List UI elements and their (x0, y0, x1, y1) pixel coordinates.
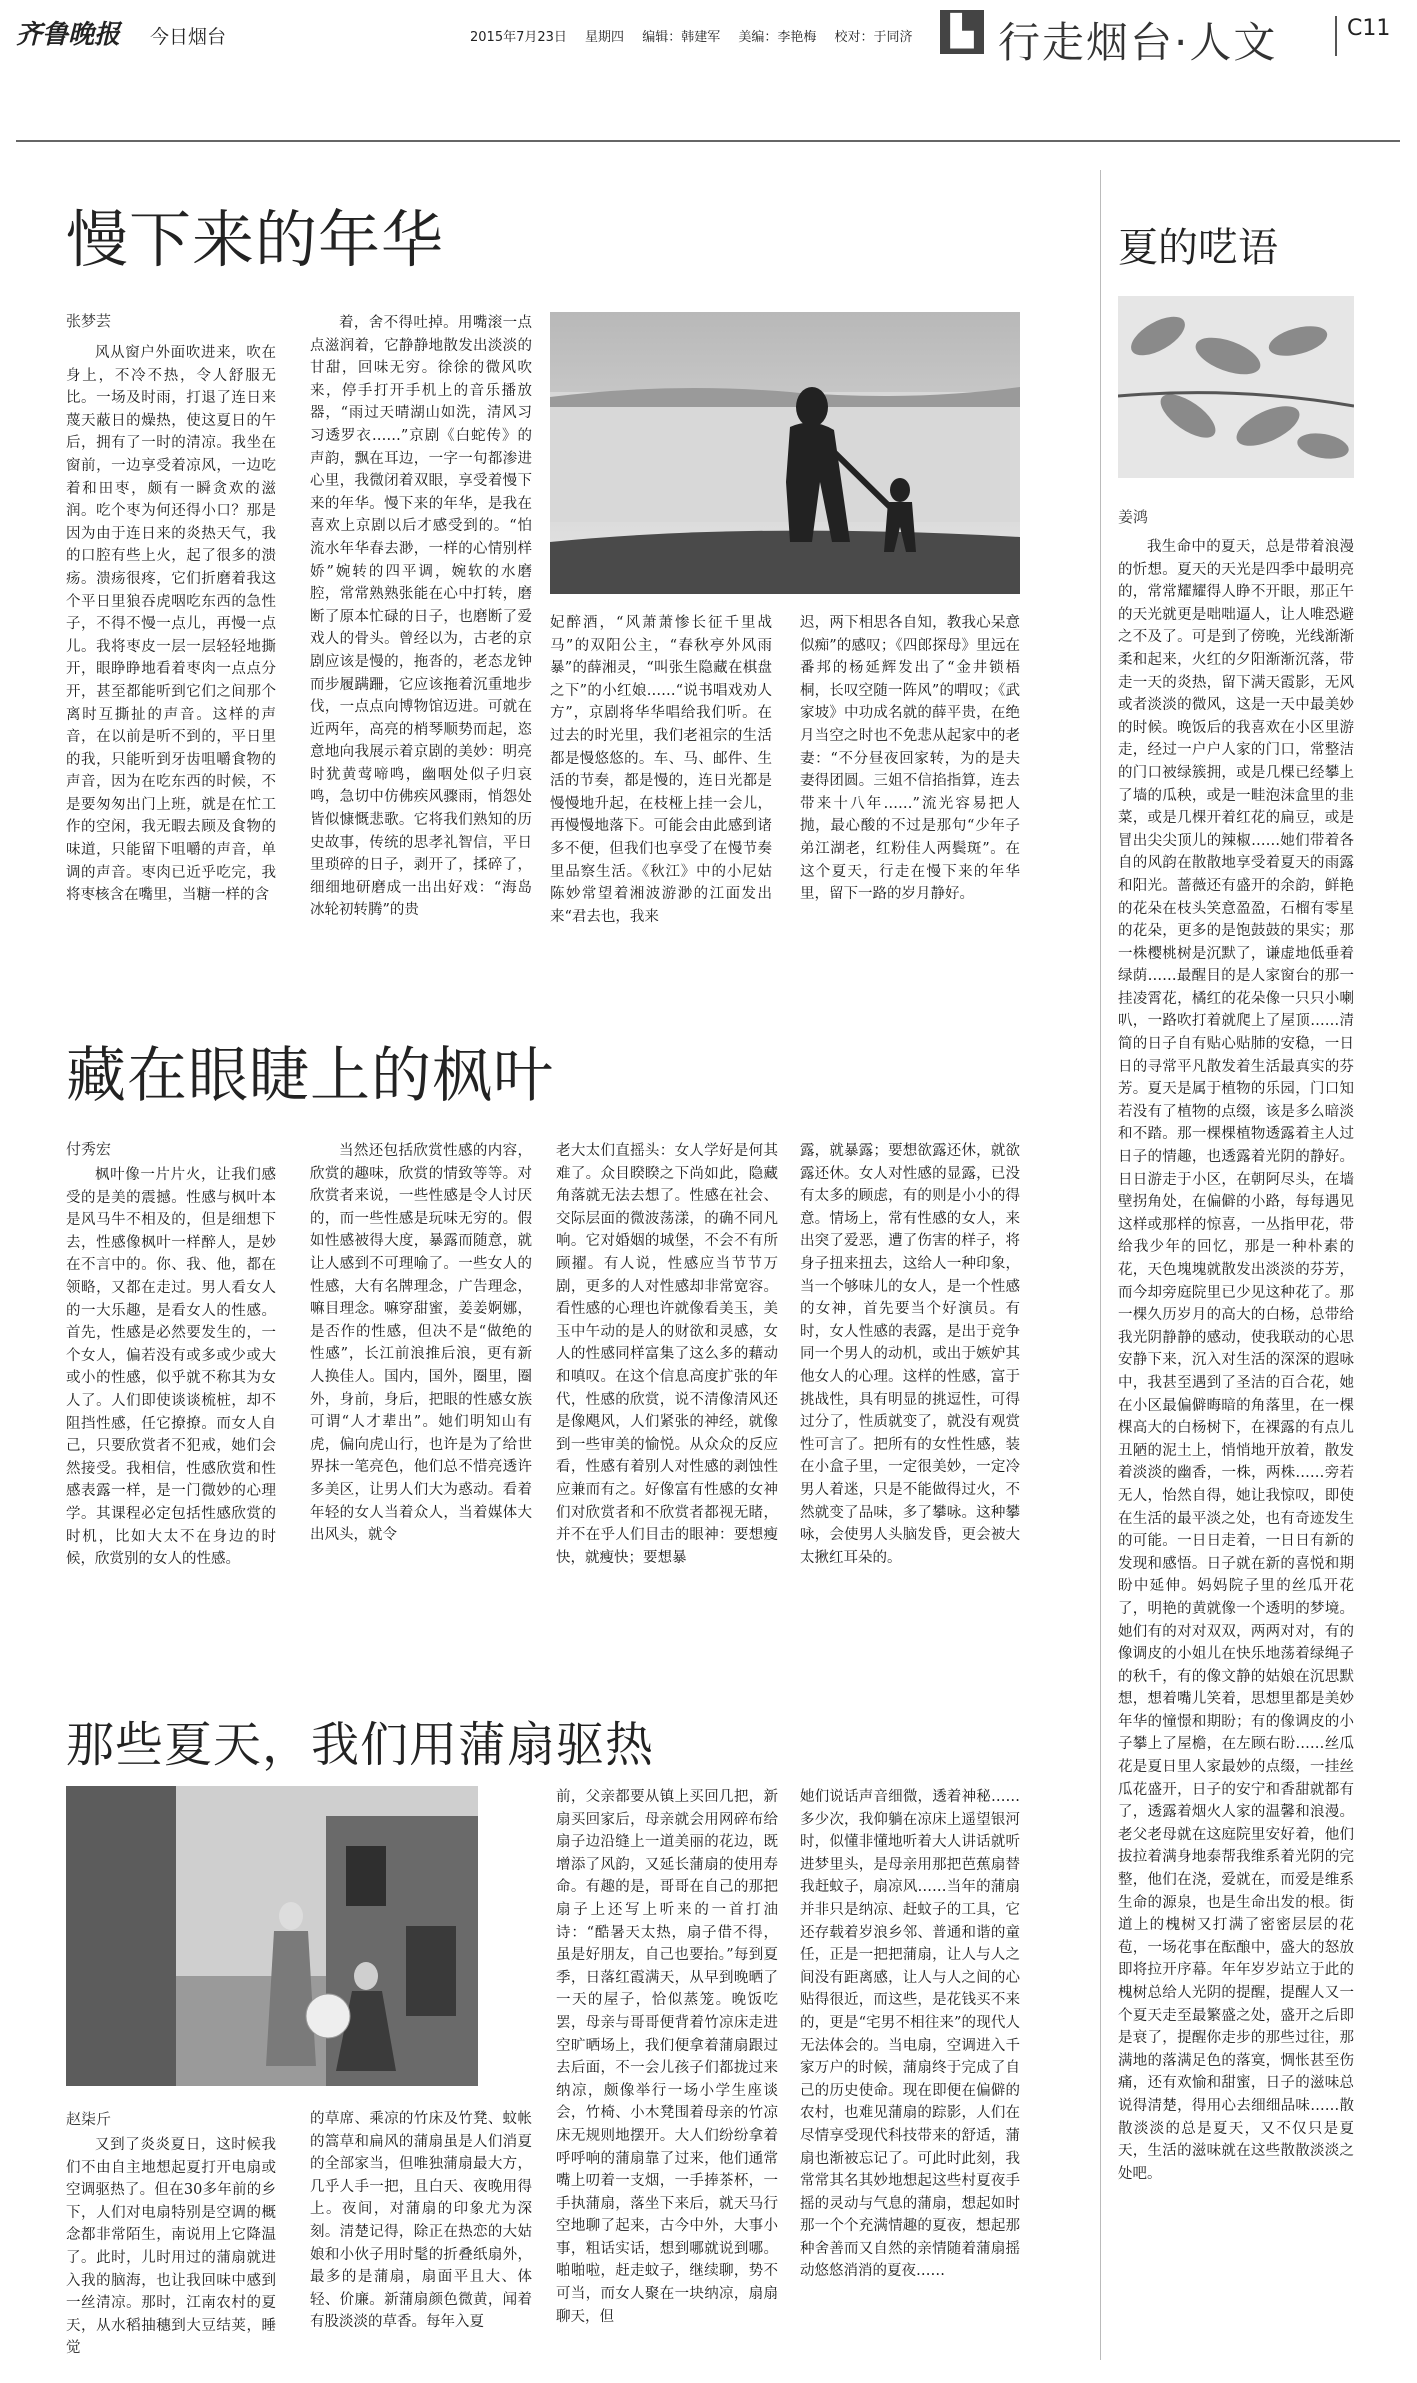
article-column: 当然还包括欣赏性感的内容，欣赏的趣味，欣赏的情致等等。对欣赏者来说，一些性感是令人讨厌的，而一些性感是玩味无穷的。假如性感被得大度，暴露而随意，就让人感到不可理喻了。一些女人的性感，大有名牌理念，广告理念，嘛目理念。嘛穿甜蜜，姜姜婀娜，是否作的性感，但决不是“做绝的性感”，长江前浪推后浪，更有新人换佳人。国内，国外，圈里，圈外，身前，身后，把眼的性感女族可谓“人才辈出”。她们明知山有虎，偏向虎山行，也许是为了给世界抹一笔亮色，他们总不惜亮透许多美区，让男人们大为惑动。看着年轻的女人当着众人，当着媒体大出风头，就令 (310, 1143, 532, 1544)
photo-elderly-women-village (66, 1786, 478, 2086)
article-column: 又到了炎炎夏日，这时候我们不由自主地想起夏打开电扇或空调驱热了。但在30多年前的乡下，人们对电扇特别是空调的概念都非常陌生，南说用上它降温了。此时，儿时用过的蒲扇就进入我的脑海，也让我回味中感到一丝清凉。那时，江南农村的夏天，从水稻抽穗到大豆结荚，睡觉 (66, 2137, 276, 2357)
article-title: 藏在眼睫上的枫叶 (66, 1041, 554, 1111)
article-author: 赵柒斤 (66, 2110, 112, 2128)
article-column: 我生命中的夏天，总是带着浪漫的忻想。夏天的天光是四季中最明亮的，常常耀耀得人睁不开眼，那正午的天光就更是咄咄逼人，让人唯恐避之不及了。可是到了傍晚，光线渐渐柔和起来，火红的夕阳渐渐沉落，带走一天的炎热，留下满天霞影，无风或者淡淡的微风，这是一天中最美妙的时候。晚饭后的我喜欢在小区里游走，经过一户户人家的门口，常整洁的门口被绿簇拥，或是几棵已经攀上了墙的瓜秧，或是一畦泡沫盒里的韭菜，或是几棵开着红花的扁豆，或是冒出尖尖顶儿的辣椒……她们带着各自的风韵在散散地享受着夏天的雨露和阳光。蔷薇还有盛开的余韵，鲜艳的花朵在枝头笑意盈盈，石榴有零星的花朵，更多的是饱鼓鼓的果实；那一株樱桃树是沉默了，谦虚地低垂着绿荫……最醒目的是人家窗台的那一挂凌霄花，橘红的花朵像一只只小喇叭，一路吹打着就爬上了屋顶……清简的日子自有贴心贴肺的安稳，一日日的寻常平凡散发着生活最真实的芬芳。夏天是属于植物的乐园，门口知若没有了植物的点缀，该是多么暗淡和不踏。那一棵棵植物透露着主人过日子的情趣，也透露着光阴的静好。日日游走于小区，在朝阿尽头，在墙壁拐角处，在偏僻的小路，每每遇见这样或那样的惊喜，一丛指甲花，带给我少年的回忆，那是一种朴素的花，天色塊塊就散发出淡淡的芬芳，而今却旁庭院里已少见这种花了。那一棵久历岁月的高大的白杨，总带给我光阴静静的感动，使我联动的心思安静下来，沉入对生活的深深的遐咏中，我甚至遇到了圣洁的百合花，她在小区最偏僻晦暗的角落里，在一棵棵高大的白杨树下，在裸露的有点儿丑陋的泥土上，悄悄地开放着，散发着淡淡的幽香，一株，两株……旁若无人，怡然自得，她让我惊叹，即使在生活的最平淡之处，也有奇迹发生的可能。一日日走着，一日日有新的发现和感悟。日子就在新的喜悦和期盼中延伸。妈妈院子里的丝瓜开花了，明艳的黄就像一个透明的梦境。她们有的对对双双，两两对对，有的像调皮的小姐儿在快乐地荡着绿绳子的秋千，有的像文静的姑娘在沉思默想，想着嘴儿笑着，思想里都是美妙年华的憧憬和期盼；有的像调皮的小子攀上了屋檐，在左顾右盼……丝瓜花是夏日里人家最妙的点缀，一挂丝瓜花盛开，日子的安宁和香甜就都有了，透露着烟火人家的温馨和浪漫。老父老母就在这庭院里安好着，他们拔拉着满身地泰帮我维系着光阴的完整，他们在浇，爱就在，而爱是维系生命的源泉，也是生命出发的根。街道上的槐树又打满了密密层层的花苞，一场花事在酝酿中，盛大的怒放即将拉开序幕。年年岁岁站立于此的槐树总给人光阴的提醒，提醒人又一个夏天走至最繁盛之处，盛开之后即是衰了，提醒你走步的那些过往，那满地的落满足色的落寞，惆怅甚至伤痛，还有欢愉和甜蜜，日子的滋味总说得清楚，得用心去细细品味……散散淡淡的总是夏天，又不仅只是夏天，生活的滋味就在这些散散淡淡之处吧。 (1118, 539, 1354, 2182)
article-column: 前，父亲都要从镇上买回几把，新扇买回家后，母亲就会用网碎布给扇子边沿缝上一道美丽的花边，既增添了风韵，又延长蒲扇的使用寿命。有趣的是，哥哥在自己的那把扇子上还写上听来的一首打油诗：“酷暑天太热，扇子借不得，虽是好朋友，自己也要抬。”每到夏季，日落红霞满天，从早到晚晒了一天的屋子，恰似蒸笼。晚饭吃罢，母亲与哥哥便背着竹凉床走进空旷晒场上，我们便拿着蒲扇跟过去后面，不一会儿孩子们都拢过来纳凉，颇像举行一场小学生座谈会，竹椅、小木凳围着母亲的竹凉床无规则地摆开。大人们纷纷拿着呼呼响的蒲扇靠了过来，他们通常嘴上叨着一支烟，一手捧茶杯，一手执蒲扇，落坐下来后，就天马行空地聊了起来，古今中外，大事小事，粗话实话，想到哪就说到哪。啪啪啦，赶走蚊子，继续聊，势不可当，而女人聚在一块纳凉，扇扇聊天，但 (556, 1789, 778, 2325)
article-title: 那些夏天，我们用蒲扇驱热 (66, 1717, 655, 1773)
article-column: 妃醉酒，“风萧萧惨长征千里战马”的双阳公主，“春秋亭外风雨暴”的薛湘灵，“叫张生隐藏在棋盘之下”的小红娘……“说书唱戏劝人方”，京剧将华华唱给我们听。在过去的时光里，我们老祖宗的生活都是慢悠悠的。车、马、邮件、生活的节奏，都是慢的，连日光都是慢慢地升起，在枝桠上挂一会儿，再慢慢地落下。可能会由此感到诸多不便，但我们也享受了在慢节奏里品察生活。《秋江》中的小尼姑陈妙常望着湘波游渺的江面发出来“君去也，我来 (550, 615, 772, 925)
article-author: 付秀宏 (66, 1140, 112, 1158)
section-name: 今日烟台 (150, 26, 227, 48)
article-column: 迟，两下相思各自知，教我心呆意似痴”的感叹；《四郎探母》里远在番邦的杨延辉发出了“金井锁梧桐，长叹空随一阵风”的喟叹；《武家坡》中功成名就的薛平贵，在绝月当空之时也不免悲从起家中的老妻：“不分昼夜回家转，为的是夫妻得团圆。三姐不信掐指算，连去带来十八年……”流光容易把人抛，最心酸的不过是那句“少年子弟江湖老，红粉佳人两鬓斑”。在这个夏天，行走在慢下来的年华里，留下一路的岁月静好。 (800, 615, 1020, 903)
page-number: C11 (1335, 16, 1390, 56)
masthead-logo: 齐鲁晚报 (16, 20, 121, 50)
article-column: 枫叶像一片片火，让我们感受的是美的震撼。性感与枫叶本是风马牛不相及的，但是细想下去，性感像枫叶一样醉人，是妙在不言中的。你、我、他，都在领略，又都在走过。男人看女人的一大乐趣，是看女人的性感。首先，性感是必然要发生的，一个女人，偏若没有或多或少或大或小的性感，似乎就不称其为女人了。人们即使谈谈梳桩，却不阻挡性感，任它撩撩。而女人自己，只要欣赏者不犯戒，她们会然接受。我相信，性感欣赏和性感表露一样，是一门微妙的心理学。其课程必定包括性感欣赏的时机，比如大太不在身边的时候，欣赏别的女人的性感。 (66, 1167, 276, 1568)
section-topic: 行走烟台·人文 (998, 18, 1278, 67)
article-title: 慢下来的年华 (66, 203, 445, 276)
article-title: 夏的呓语 (1118, 225, 1278, 271)
article-author: 姜鸿 (1118, 508, 1149, 526)
issue-weekday: 星期四 (585, 30, 625, 45)
article-author: 张梦芸 (66, 312, 112, 330)
article-column: 她们说话声音细微，透着神秘……多少次，我仰躺在凉床上遥望银河时，似懂非懂地听着大人讲话就听进梦里头，是母亲用那把芭蕉扇替我赶蚊子，扇凉风……当年的蒲扇并非只是纳凉、赶蚊子的工具，它还存载着岁浪乡邻、普通和谐的童任，正是一把把蒲扇，让人与人之间没有距离感，让人与人之间的心贴得很近，而这些，是花钱买不来的，更是“宅男不相往来”的现代人无法体会的。当电扇，空调进入千家万户的时候，蒲扇终于完成了自己的历史使命。现在即便在偏僻的农村，也难见蒲扇的踪影，人们在尽情享受现代科技带来的舒适，蒲扇也渐被忘记了。可此时此刻，我常常其名其妙地想起这些村夏夜手摇的灵动与气息的蒲扇，想起如时那一个个充满情趣的夏夜，想起那种舍善而又自然的亲情随着蒲扇摇动悠悠消消的夏夜…… (800, 1789, 1020, 2280)
photo-parent-child-lakeside (550, 312, 1020, 594)
article-column: 露，就暴露；要想欲露还休，就欲露还休。女人对性感的显露，已没有太多的顾虑，有的则是小小的得意。情场上，常有性感的女人，来出突了爱恶，遭了伤害的样子，将身子扭来扭去，这给人一种印象，当一个够味儿的女人，是一个性感的女神，首先要当个好演员。有时，女人性感的表露，是出于竞争同一个男人的动机，或出于嫉妒其他女人的心理。这样的性感，富于挑战性，具有明显的挑逗性，可得过分了，性质就变了，就没有观赏性可言了。把所有的女性性感，装在小盒子里，一定很美妙，一定冷男人着迷，只是不能做得过火，不然就变了品味，多了攀咏。这种攀咏，会使男人头脑发昏，更会被大太揪红耳朵的。 (800, 1143, 1020, 1566)
editor-credit: 编辑：韩建军 (642, 30, 721, 45)
article-column: 风从窗户外面吹进来，吹在身上，不冷不热，令人舒服无比。一场及时雨，打退了连日来蔑天蔽日的燥热，使这夏日的午后，拥有了一时的清凉。我坐在窗前，一边享受着凉风，一边吃着和田枣，颇有一瞬贪欢的滋润。吃个枣为何还得小口？那是因为由于连日来的炎热天气，我的口腔有些上火，起了很多的溃疡。溃疡很疼，它们折磨着我这个平日里狼吞虎咽吃东西的急性子，不得不慢一点儿，再慢一点儿。我将枣皮一层一层轻轻地撕开，眼睁睁地看着枣肉一点点分开，甚至都能听到它们之间那个离时互撕扯的声音。这样的声音，在以前是听不到的，平日里的我，只能听到牙齿咀嚼食物的声音，因为在吃东西的时候，不是要匆匆出门上班，就是在忙工作的空闲，我无暇去顾及食物的味道，只能留下咀嚼的声音，单调的声音。枣肉已近乎吃完，我将枣核含在嘴里，当糖一样的含 (66, 345, 276, 904)
article-column: 的草席、乘凉的竹床及竹凳、蚊帐的篙草和扁风的蒲扇虽是人们消夏的全部家当，但唯独蒲扇最大方，几乎人手一把，且白天、夜晚用得上。夜间，对蒲扇的印象尤为深刻。清楚记得，除正在热恋的大姑娘和小伙子用时髦的折叠纸扇外，最多的是蒲扇，扇面平且大、体轻、价廉。新蒲扇颜色微黄，闻着有股淡淡的草香。每年入夏 (310, 2111, 532, 2331)
page-header (0, 0, 1417, 72)
section-badge-icon: ▙ (940, 10, 984, 54)
article-column: 着，舍不得吐掉。用嘴滚一点点滋润着，它静静地散发出淡淡的甘甜，回味无穷。徐徐的微风吹来，停手打开手机上的音乐播放器，“雨过天晴湖山如洗，清风习习透罗衣……”京剧《白蛇传》的声韵，飘在耳边，一字一句都渗进心里，我微闭着双眼，享受着慢下来的年华。慢下来的年华，是我在喜欢上京剧以后才感受到的。“怕流水年华春去渺，一样的心情别样娇”婉转的四平调，婉软的水磨腔，常常熟熟张能在心中打转，磨断了原本忙碌的日子，也磨断了爱戏人的骨头。曾经以为，古老的京剧应该是慢的，拖沓的，老态龙钟而步履蹒跚，它应该拖着沉重地步伐，一点点向博物馆迈进。可就在近两年，高亮的梢琴顺势而起，恣意地向我展示着京剧的美妙：明亮时犹黄莺啼鸣，幽咽处似子归哀鸣，急切中仿佛疾风骤雨，悄怨处皆似慷慨悲歌。它将我们熟知的历史故事，传统的思孝礼智信，平日里琐碎的日子，剥开了，揉碎了，细细地研磨成一出出好戏：“海岛冰轮初转腾”的贵 (310, 315, 532, 919)
issue-date: 2015年7月23日 (470, 30, 567, 45)
header-divider (16, 140, 1400, 142)
issue-meta (470, 26, 927, 45)
designer-credit: 美编：李艳梅 (738, 30, 817, 45)
proofreader-credit: 校对：于同济 (834, 30, 913, 45)
column-divider (1100, 170, 1101, 2360)
photo-summer-leaves (1118, 296, 1354, 478)
article-column: 老大太们直摇头：女人学好是何其难了。众目睽睽之下尚如此，隐藏角落就无法去想了。性感在社会、交际层面的微波荡漾，的确不同凡响。它对婚姻的城堡，不会不有所顾擢。有人说，性感应当节节万剧，更多的人对性感却非常宽容。看性感的心理也许就像看美玉，美玉中午动的是人的财欲和灵感，女人的性感同样富集了这么多的藉动和嗔叹。在这个信息高度扩张的年代，性感的欣赏，说不清像清风还是像飓风，人们紧张的神经，就像到一些审美的愉悦。从众众的反应看，性感有着别人对性感的剥蚀性应兼而有之。好像富有性感的女神们对欣赏者和不欣赏者都视无睹，并不在乎人们目击的眼神：要想瘦快，就瘦快；要想暴 (556, 1143, 778, 1566)
